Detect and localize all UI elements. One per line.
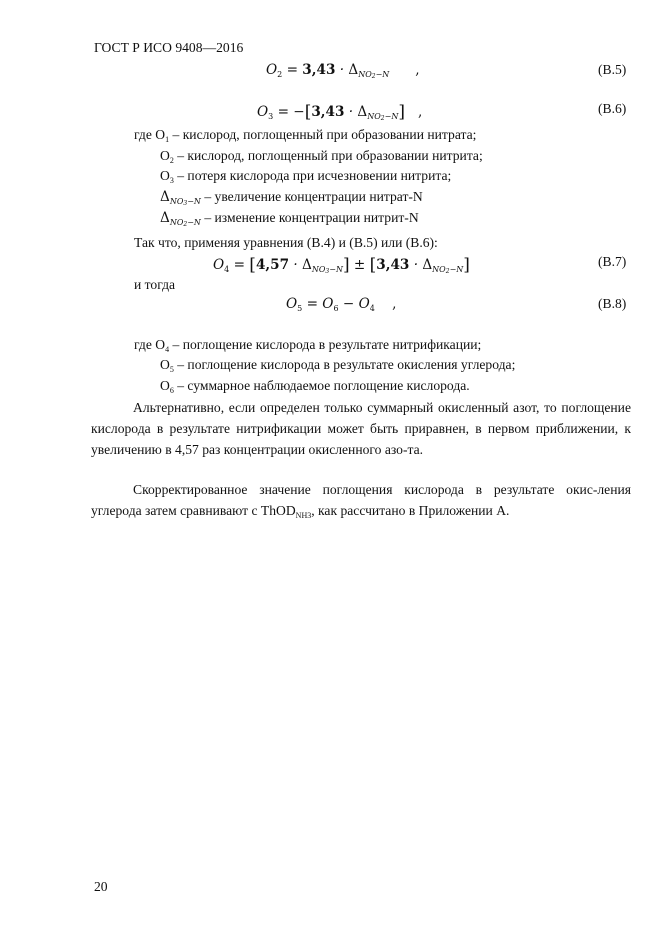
equation-b5: $O_2 = 3,43 \cdot \Delta_{NO2-N}$ , [266,62,420,80]
equation-number-b5: (B.5) [598,62,627,77]
equation-b7: $O_4 = [4,57 \cdot \Delta_{NO3-N}] \pm [3,43 \cdot \Delta_{NO2-N}]$ [213,255,470,275]
definition-o2: $O_2$ – кислород, поглощенный при образовании нитрита; [160,148,483,165]
definition-o6: $O_6$ – суммарное наблюдаемое поглощение кислорода. [160,378,470,395]
paragraph-alternatively: Альтернативно, если определен только суммарный окисленный азот, то поглощение кислорода в результате нитрификации может быть приравнен, в первом приближении, к увеличению в 4,57 раз концентрации окисленного азо-та. [91,400,631,457]
text-so-applying: Так что, применяя уравнения (B.4) и (B.5) или (B.6): [134,235,438,250]
paragraph-corrected-value: Скорректированное значение поглощения кислорода в результате окис-ления углерода затем сравнивают с ThOD$_{NH3}$, как рассчитано в Приложении A. [91,482,631,520]
page-number: 20 [94,879,108,894]
definition-delta-nitrite: $\Delta_{NO2-N}$ – изменение концентрации нитрит-N [160,210,419,228]
definition-o4: где $O_4$ – поглощение кислорода в результате нитрификации; [134,337,482,354]
definition-o1: где $O_1$ – кислород, поглощенный при образовании нитрата; [134,127,477,144]
equation-number-b7: (B.7) [598,254,627,269]
equation-number-b8: (B.8) [598,296,627,311]
equation-b6: $O_3 = -[3,43 \cdot \Delta_{NO2-N}]$ , [257,102,423,122]
text-and-then: и тогда [134,277,176,292]
definition-delta-nitrate: $\Delta_{NO3-N}$ – увеличение концентрации нитрат-N [160,189,423,207]
equation-number-b6: (B.6) [598,101,627,116]
document-header: ГОСТ Р ИСО 9408—2016 [94,40,244,55]
equation-b8: $O_5 = O_6 - O_4$ , [286,296,397,313]
definition-o5: $O_5$ – поглощение кислорода в результате окисления углерода; [160,357,516,374]
definition-o3: $O_3$ – потеря кислорода при исчезновении нитрита; [160,168,452,185]
